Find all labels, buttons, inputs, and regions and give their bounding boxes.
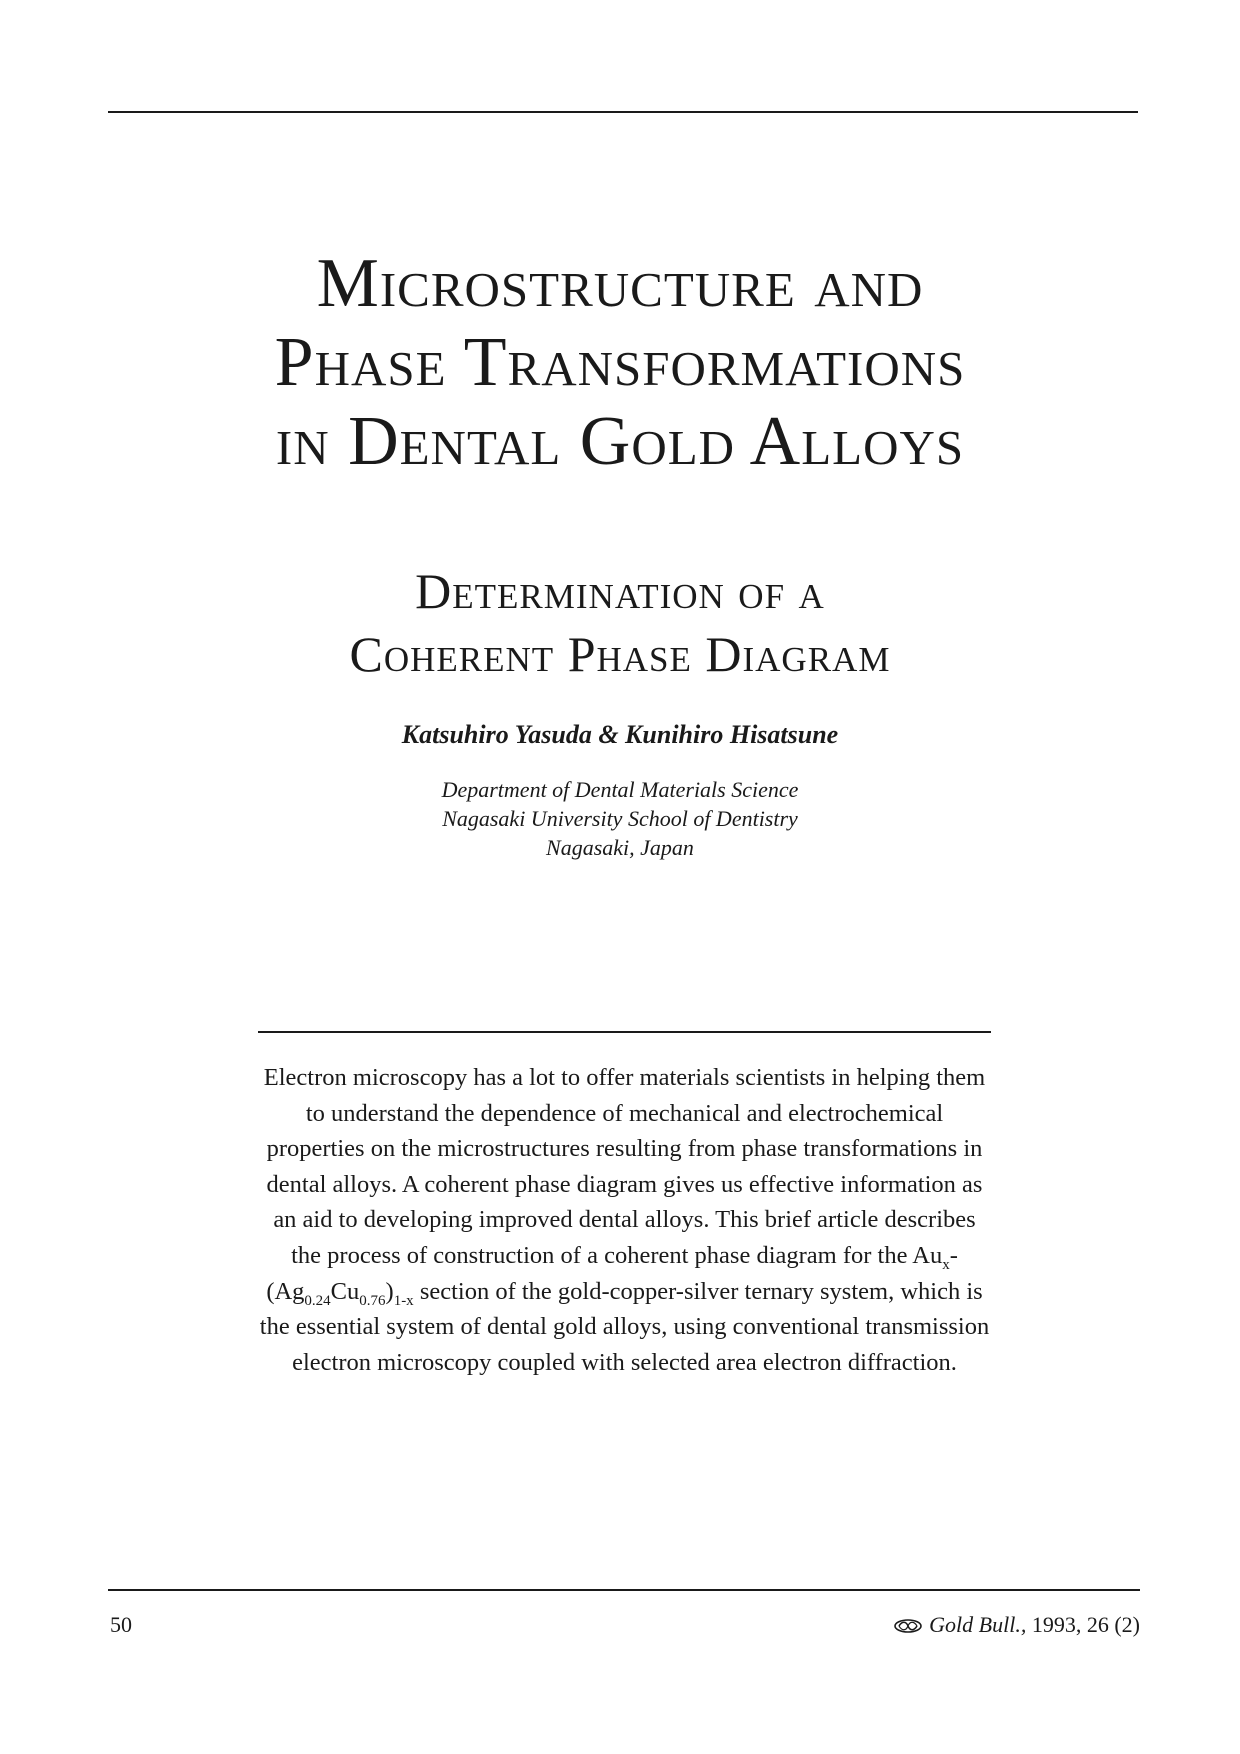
abstract-text-part-1: Electron microscopy has a lot to offer materials scientists in helping them to understand the dependence of mechanical and electrochemical properties on the microstructures resulting from phase transformations in dental alloys. A coherent phase diagram gives us effective information as an aid to developing improved dental alloys. This brief article describes the process of construction of a coherent phase diagram for the (263, 1064, 986, 1269)
title-line: Microstructure and (316, 245, 924, 322)
formula-subscript-x: x (942, 1256, 950, 1273)
affiliation-institution: Nagasaki University School of Dentistry (442, 806, 798, 831)
subtitle-line: Determination of a (415, 563, 825, 619)
abstract-text-part-2: section of the gold-copper-silver ternary system, which is the essential system of dental gold alloys, using conventional transmission electron microscopy coupled with selected area electron diffraction. (259, 1277, 990, 1376)
affiliation-location: Nagasaki, Japan (546, 835, 694, 860)
authors: Katsuhiro Yasuda & Kunihiro Hisatsune (401, 720, 839, 749)
journal-year-volume: 1993, 26 (2) (1031, 1612, 1140, 1637)
formula-au: Au (912, 1241, 943, 1269)
formula-subscript-1x: 1-x (393, 1292, 414, 1309)
article-subtitle (0, 560, 1240, 686)
formula-cu: Cu (330, 1277, 360, 1305)
journal-name: Gold Bull., (929, 1612, 1027, 1637)
abstract (258, 1060, 991, 1380)
title-line: Phase Transformations (274, 324, 966, 401)
footer-rule (108, 1589, 1140, 1591)
formula-subscript-ag: 0.24 (304, 1292, 331, 1309)
abstract-rule (258, 1031, 991, 1033)
page-number: 50 (110, 1612, 132, 1637)
formula-close: ) (385, 1277, 394, 1305)
article-title (0, 244, 1240, 481)
formula-subscript-cu: 0.76 (359, 1292, 386, 1309)
journal-citation (893, 1612, 1140, 1640)
formula-ag: -(Ag (266, 1241, 958, 1305)
subtitle-line: Coherent Phase Diagram (349, 626, 891, 682)
gold-bulletin-logo-icon (893, 1614, 923, 1640)
affiliation (0, 775, 1240, 862)
top-rule (108, 111, 1138, 113)
affiliation-department: Department of Dental Materials Science (441, 777, 799, 802)
title-line: in Dental Gold Alloys (275, 403, 965, 480)
